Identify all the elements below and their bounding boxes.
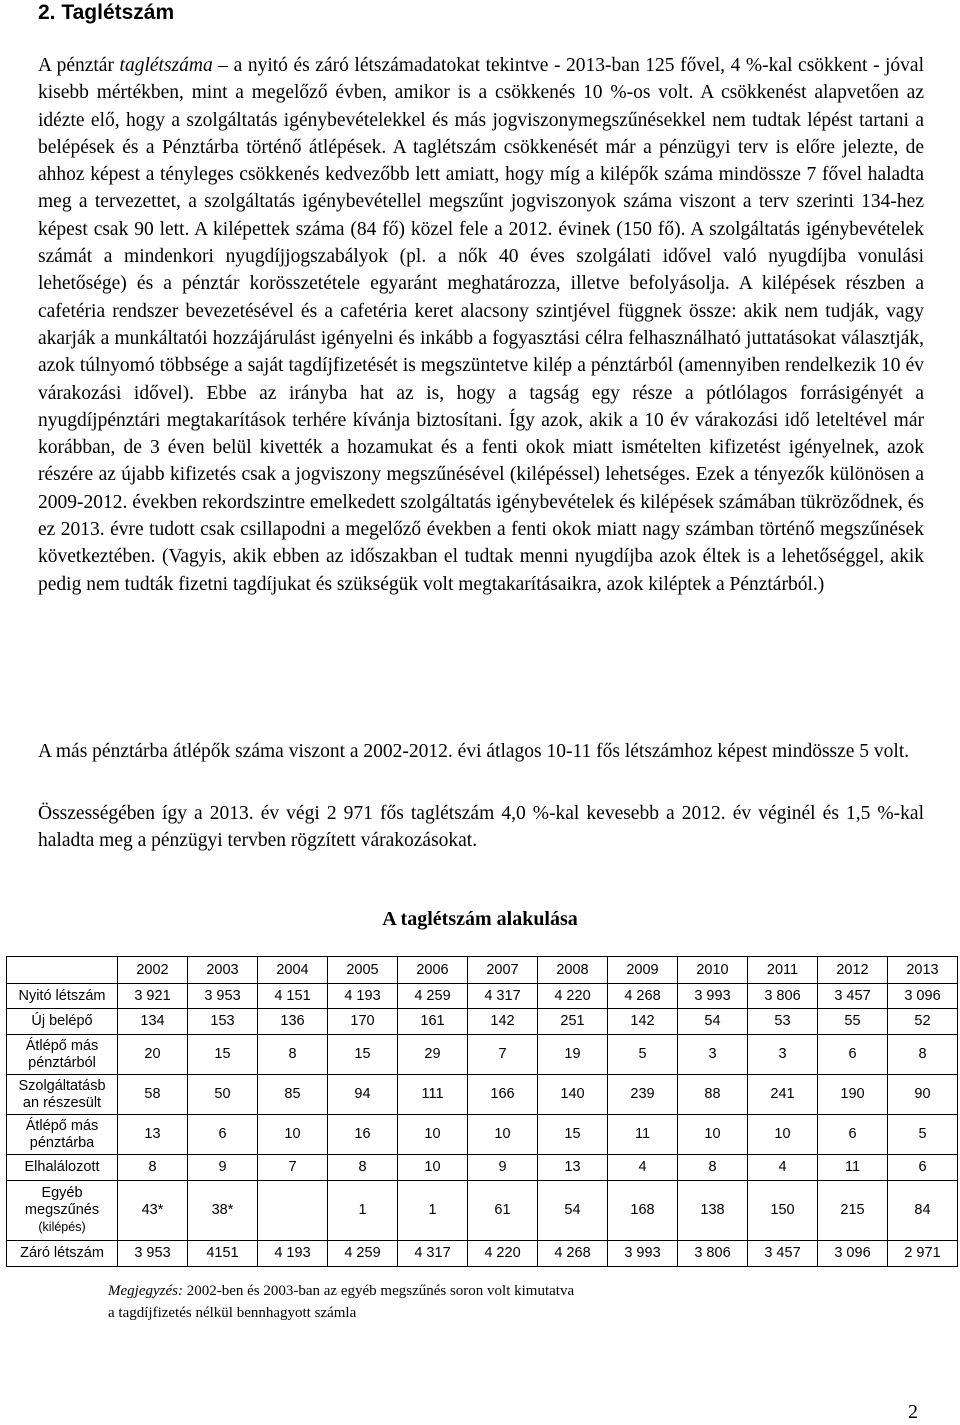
- value-cell: 10: [748, 1115, 818, 1155]
- row-label: [7, 1009, 118, 1035]
- value-cell: 3 457: [748, 1241, 818, 1267]
- value-cell: 15: [188, 1035, 258, 1075]
- table-row: [7, 1035, 958, 1075]
- table-body: [7, 984, 958, 1267]
- value-cell: 4 193: [258, 1241, 328, 1267]
- year-header: 2004: [258, 957, 328, 984]
- row-label: [7, 1115, 118, 1155]
- value-cell: 55: [818, 1009, 888, 1035]
- row-label: [7, 1155, 118, 1181]
- value-cell: 3 457: [818, 984, 888, 1009]
- value-cell: 142: [608, 1009, 678, 1035]
- value-cell: 142: [468, 1009, 538, 1035]
- value-cell: 4 220: [538, 984, 608, 1009]
- value-cell: 85: [258, 1075, 328, 1115]
- table-header-row: [7, 957, 958, 984]
- value-cell: 161: [398, 1009, 468, 1035]
- value-cell: 10: [398, 1115, 468, 1155]
- row-label-line: Átlépő más: [25, 1117, 99, 1134]
- value-cell: 54: [678, 1009, 748, 1035]
- value-cell: 84: [888, 1181, 958, 1241]
- value-cell: 19: [538, 1035, 608, 1075]
- row-label: [7, 1241, 118, 1267]
- header-empty-cell: [7, 957, 118, 984]
- value-cell: 13: [538, 1155, 608, 1181]
- section-heading: 2. Taglétszám: [38, 1, 175, 24]
- row-label: [7, 984, 118, 1009]
- paragraph-1-start: A pénztár: [38, 55, 120, 76]
- value-cell: 8: [678, 1155, 748, 1181]
- value-cell: 4: [608, 1155, 678, 1181]
- value-cell: 3 953: [118, 1241, 188, 1267]
- value-cell: 94: [328, 1075, 398, 1115]
- value-cell: 239: [608, 1075, 678, 1115]
- value-cell: 9: [468, 1155, 538, 1181]
- value-cell: 61: [468, 1181, 538, 1241]
- table-row: [7, 1009, 958, 1035]
- value-cell: 153: [188, 1009, 258, 1035]
- value-cell: 4 317: [468, 984, 538, 1009]
- note-line-1: [108, 1280, 574, 1302]
- value-cell: 15: [538, 1115, 608, 1155]
- paragraph-2: A más pénztárba átlépők száma viszont a 2002-2012. évi átlagos 10-11 fős létszámhoz képest mindössze 5 volt.: [38, 741, 910, 762]
- value-cell: 6: [818, 1035, 888, 1075]
- value-cell: 8: [328, 1155, 398, 1181]
- value-cell: 8: [258, 1035, 328, 1075]
- value-cell: 111: [398, 1075, 468, 1115]
- value-cell: 10: [398, 1155, 468, 1181]
- row-label-line: Új belépő: [31, 1013, 93, 1029]
- value-cell: 138: [678, 1181, 748, 1241]
- value-cell: 3: [678, 1035, 748, 1075]
- row-label: [7, 1075, 118, 1115]
- value-cell: 7: [468, 1035, 538, 1075]
- value-cell: 3 096: [818, 1241, 888, 1267]
- value-cell: 11: [818, 1155, 888, 1181]
- year-header: 2012: [818, 957, 888, 984]
- value-cell: 3 953: [188, 984, 258, 1009]
- value-cell: 4 220: [468, 1241, 538, 1267]
- value-cell: 140: [538, 1075, 608, 1115]
- value-cell: 9: [188, 1155, 258, 1181]
- value-cell: 168: [608, 1181, 678, 1241]
- paragraph-3: Összességében így a 2013. év végi 2 971 fős taglétszám 4,0 %-kal kevesebb a 2012. év véginél és 1,5 %-kal haladta meg a pénzügyi tervben rögzített várakozásokat.: [38, 803, 924, 852]
- value-cell: 215: [818, 1181, 888, 1241]
- value-cell: 4 193: [328, 984, 398, 1009]
- value-cell: 53: [748, 1009, 818, 1035]
- year-header: 2007: [468, 957, 538, 984]
- paragraph-1-italic-term: taglétszáma: [119, 55, 213, 76]
- value-cell: 3 921: [118, 984, 188, 1009]
- value-cell: 241: [748, 1075, 818, 1115]
- value-cell: [258, 1181, 328, 1241]
- value-cell: 50: [188, 1075, 258, 1115]
- value-cell: 5: [608, 1035, 678, 1075]
- row-label-line: pénztárba: [29, 1134, 95, 1151]
- year-header: 2010: [678, 957, 748, 984]
- row-label-line: pénztárból: [28, 1054, 96, 1071]
- value-cell: 6: [818, 1115, 888, 1155]
- value-cell: 10: [468, 1115, 538, 1155]
- year-header: 2011: [748, 957, 818, 984]
- year-header: 2013: [888, 957, 958, 984]
- year-header: 2008: [538, 957, 608, 984]
- paragraph-1: [38, 52, 924, 598]
- value-cell: 4 317: [398, 1241, 468, 1267]
- value-cell: 3 096: [888, 984, 958, 1009]
- value-cell: 170: [328, 1009, 398, 1035]
- table-note: [108, 1280, 574, 1324]
- value-cell: 3 806: [748, 984, 818, 1009]
- value-cell: 2 971: [888, 1241, 958, 1267]
- value-cell: 38*: [188, 1181, 258, 1241]
- value-cell: 8: [118, 1155, 188, 1181]
- year-header: 2005: [328, 957, 398, 984]
- row-label: [7, 1181, 118, 1241]
- table-row: [7, 1181, 958, 1241]
- value-cell: 20: [118, 1035, 188, 1075]
- year-header: 2002: [118, 957, 188, 984]
- table-row: [7, 984, 958, 1009]
- value-cell: 4151: [188, 1241, 258, 1267]
- value-cell: 58: [118, 1075, 188, 1115]
- value-cell: 5: [888, 1115, 958, 1155]
- table-row: [7, 1115, 958, 1155]
- value-cell: 43*: [118, 1181, 188, 1241]
- value-cell: 4 268: [538, 1241, 608, 1267]
- value-cell: 8: [888, 1035, 958, 1075]
- note-label: Megjegyzés:: [108, 1283, 183, 1299]
- value-cell: 54: [538, 1181, 608, 1241]
- year-header: 2006: [398, 957, 468, 984]
- row-label-line: Egyéb: [41, 1185, 83, 1201]
- value-cell: 15: [328, 1035, 398, 1075]
- row-label-line: Átlépő más: [25, 1037, 99, 1054]
- value-cell: 10: [258, 1115, 328, 1155]
- value-cell: 7: [258, 1155, 328, 1181]
- year-header: 2009: [608, 957, 678, 984]
- value-cell: 3 993: [608, 1241, 678, 1267]
- value-cell: 134: [118, 1009, 188, 1035]
- value-cell: 1: [328, 1181, 398, 1241]
- value-cell: 3 806: [678, 1241, 748, 1267]
- row-label-line: Nyitó létszám: [18, 987, 106, 1004]
- membership-table: [6, 956, 958, 1267]
- value-cell: 4 259: [328, 1241, 398, 1267]
- value-cell: 10: [678, 1115, 748, 1155]
- year-header: 2003: [188, 957, 258, 984]
- note-line-2: a tagdíjfizetés nélkül bennhagyott számla: [108, 1305, 357, 1321]
- value-cell: 6: [188, 1115, 258, 1155]
- row-label-line: Elhalálozott: [24, 1159, 100, 1175]
- value-cell: 52: [888, 1009, 958, 1035]
- value-cell: 190: [818, 1075, 888, 1115]
- value-cell: 3: [748, 1035, 818, 1075]
- row-label-line: (kilépés): [38, 1220, 86, 1234]
- row-label: [7, 1035, 118, 1075]
- value-cell: 1: [398, 1181, 468, 1241]
- value-cell: 4: [748, 1155, 818, 1181]
- value-cell: 166: [468, 1075, 538, 1115]
- row-label-line: an részesült: [22, 1094, 102, 1111]
- table-row: [7, 1075, 958, 1115]
- note-text-1: 2002-ben és 2003-ban az egyéb megszűnés soron volt kimutatva: [182, 1283, 575, 1299]
- value-cell: 4 151: [258, 984, 328, 1009]
- value-cell: 90: [888, 1075, 958, 1115]
- table-title: A taglétszám alakulása: [382, 908, 578, 930]
- row-label-line: Záró létszám: [20, 1245, 104, 1261]
- value-cell: 16: [328, 1115, 398, 1155]
- value-cell: 88: [678, 1075, 748, 1115]
- value-cell: 11: [608, 1115, 678, 1155]
- value-cell: 251: [538, 1009, 608, 1035]
- row-label-line: megszűnés: [24, 1202, 100, 1218]
- value-cell: 136: [258, 1009, 328, 1035]
- page-number: 2: [908, 1401, 918, 1423]
- table-row: [7, 1155, 958, 1181]
- value-cell: 29: [398, 1035, 468, 1075]
- value-cell: 4 259: [398, 984, 468, 1009]
- value-cell: 13: [118, 1115, 188, 1155]
- value-cell: 6: [888, 1155, 958, 1181]
- value-cell: 4 268: [608, 984, 678, 1009]
- value-cell: 150: [748, 1181, 818, 1241]
- value-cell: 3 993: [678, 984, 748, 1009]
- table-row: [7, 1241, 958, 1267]
- paragraph-1-rest: – a nyitó és záró létszámadatokat tekintve - 2013-ban 125 fővel, 4 %-kal csökkent - jóval kisebb mértékben, mint a megelőző évben, amikor is a csökkenés 10 %-os volt. A csökkenést alapvetően az idézte elő, hogy a szolgáltatás igénybevételekkel és más jogviszonymegszűnésekkel nem tudtak lépést tartani a belépések és a Pénztárba történő átlépések. A taglétszám csökkenését már a pénzügyi terv is előre jelezte, de ahhoz képest a tényleges csökkenés kedvezőbb lett amiatt, hogy míg a kilépők száma mindössze 7 fővel haladta meg a tervezettet, a szolgáltatás igénybevétellel megszűnt jogviszonyok száma viszont a terv szerinti 134-hez képest csak 90 lett. A kilépettek száma (84 fő) közel fele a 2012. évinek (150 fő). A szolgáltatás igénybevételek számát a mindenkori nyugdíjjogszabályok (pl. a nők 40 éves szolgálati idővel való nyugdíjba vonulási lehetősége) és a pénztár korösszetétele egyaránt meghatározza, illetve befolyásolja. A kilépések részben a cafetéria rendszer bevezetésével és a cafetéria keret alacsony szintjével függnek össze: akik nem tudják, vagy akarják a munkáltatói hozzájárulást igényelni és inkább a fogyasztási célra felhasználható juttatásokat választják, azok túlnyomó többsége a saját tagdíjfizetését is megszüntetve kilép a pénztárból (amennyiben rendelkezik 10 év várakozási idővel). Ebbe az irányba hat az is, hogy a tagság egy része a pótlólagos forrásigényét a nyugdíjpénztári megtakarítások terhére kívánja biztosítani. Így azok, akik a 10 év várakozási idő leteltével már korábban, de 3 éven belül kivették a hozamukat és a fenti okok miatt ismételten kifizetést igényelnek, azok részére az újabb kifizetés csak a jogviszony megszűnésével (kilépéssel) lehetséges. Ezek a tényezők különösen a 2009-2012. években rekordszintre emelkedett szolgáltatás igénybevételek és kilépések számában tükröződnek, és ez 2013. évre tudott csak csillapodni a megelőző években a fenti okok miatt nagy számban történő megszűnések következtében. (Vagyis, akik ebben az időszakban el tudtak menni nyugdíjba azok éltek is a lehetőséggel, akik pedig nem tudták fizetni tagdíjukat és szükségük volt megtakarításaikra, azok kiléptek a Pénztárból.): [38, 55, 924, 595]
- row-label-line: Szolgáltatásb: [18, 1077, 106, 1094]
